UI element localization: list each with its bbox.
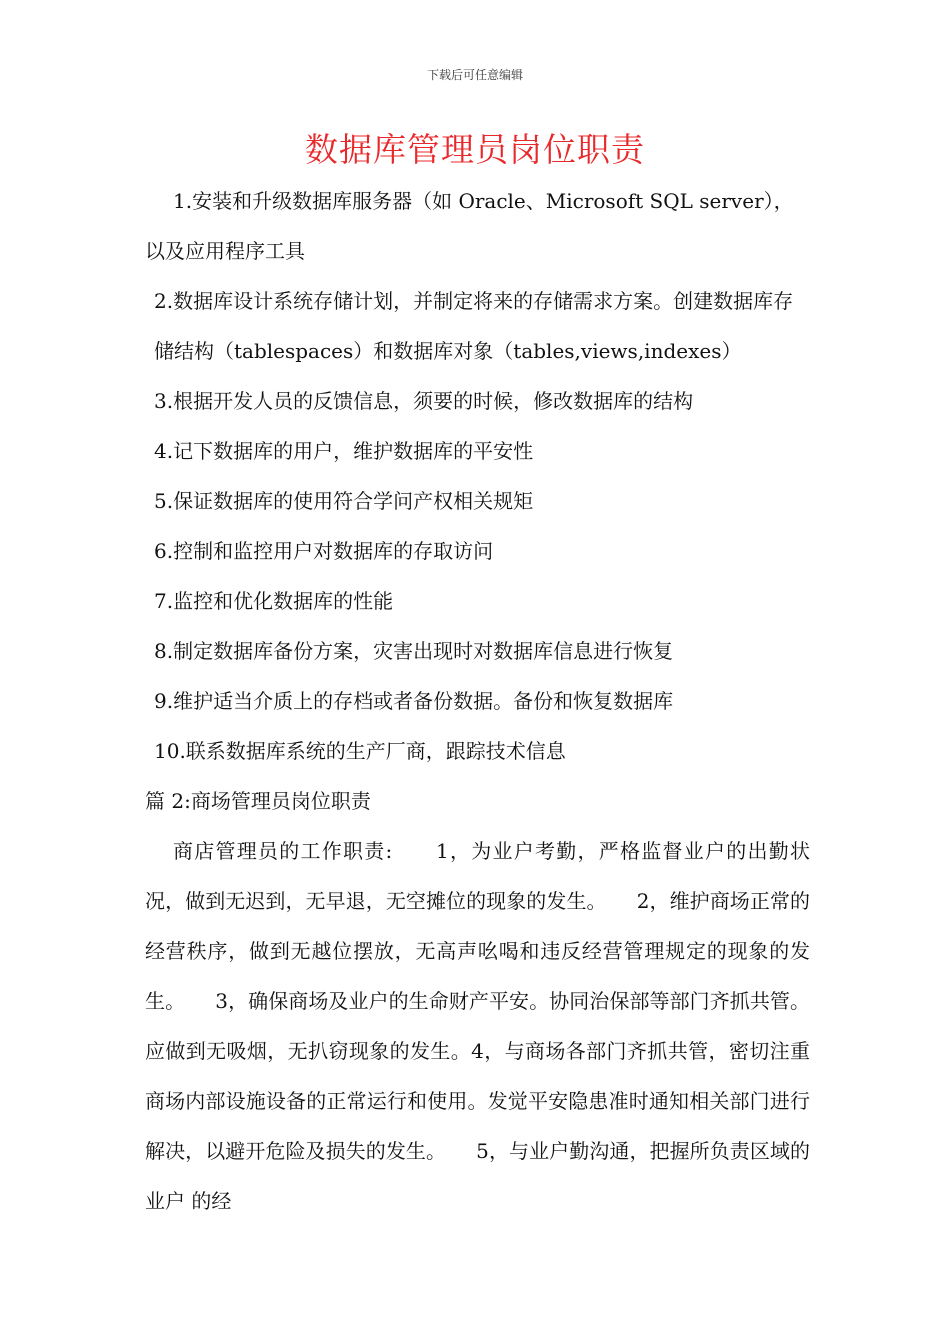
list-item: 8.制定数据库备份方案，灾害出现时对数据库信息进行恢复 [154, 639, 674, 663]
list-item: 2.数据库设计系统存储计划，并制定将来的存储需求方案。创建数据库存储结构（tablespaces）和数据库对象（tables,views,indexes） [154, 289, 794, 363]
section-heading: 篇 2:商场管理员岗位职责 [145, 789, 371, 813]
list-item: 3.根据开发人员的反馈信息，须要的时候，修改数据库的结构 [154, 389, 694, 413]
document-title: 数据库管理员岗位职责 [305, 130, 645, 169]
list-item: 5.保证数据库的使用符合学问产权相关规矩 [154, 489, 534, 513]
list-item: 7.监控和优化数据库的性能 [154, 589, 394, 613]
list-item: 9.维护适当介质上的存档或者备份数据。备份和恢复数据库 [154, 689, 674, 713]
list-item: 1.安装和升级数据库服务器（如 Oracle、Microsoft SQL server），以及应用程序工具 [145, 189, 794, 263]
section-body: 商店管理员的工作职责: 1，为业户考勤，严格监督业户的出勤状况，做到无迟到，无早退，无空摊位的现象的发生。 2，维护商场正常的经营秩序，做到无越位摆放，无高声吆喝和违反经营管理规定的现象的发生。 3，确保商场及业户的生命财产平安。协同治保部等部门齐抓共管。应做到无吸烟，无扒窃现象的发生。4，与商场各部门齐抓共管，密切注重商场内部设施设备的正常运行和使用。发觉平安隐患准时通知相关部门进行解决，以避开危险及损失的发生。 5，与业户勤沟通，把握所负责区域的业户 的经 [145, 839, 810, 1213]
list-item: 10.联系数据库系统的生产厂商，跟踪技术信息 [154, 739, 566, 763]
document-body [145, 176, 810, 1226]
list-item: 4.记下数据库的用户，维护数据库的平安性 [154, 439, 534, 463]
list-item: 6.控制和监控用户对数据库的存取访问 [154, 539, 494, 563]
header-note: 下载后可任意编辑 [426, 68, 523, 82]
